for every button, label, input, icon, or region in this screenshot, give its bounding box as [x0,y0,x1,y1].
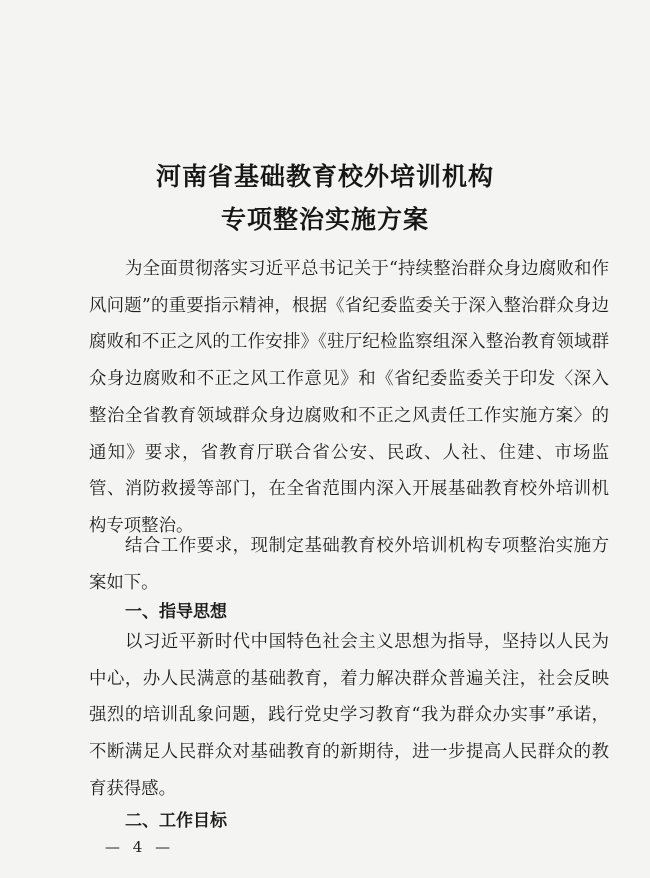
body-paragraph-2: 结合工作要求，现制定基础教育校外培训机构专项整治实施方案如下。 [89,536,609,593]
section-heading-work-goals: 二、工作目标 [125,811,227,831]
page-number: — 4 — [105,838,175,856]
document-title-line-1: 河南省基础教育校外培训机构 [155,162,494,191]
body-paragraph-1: 为全面贯彻落实习近平总书记关于“持续整治群众身边腐败和作风问题”的重要指示精神，根据《省纪委监委关于深入整治群众身边腐败和不正之风的工作安排》《驻厅纪检监察组深入整治教育领域群众身边腐败和不正之风工作意见》和《省纪委监委关于印发〈深入整治全省教育领域群众身边腐败和不正之风责任工作实施方案〉的通知》要求，省教育厅联合省公安、民政、人社、住建、市场监管、消防救援等部门，在全省范围内深入开展基础教育校外培训机构专项整治。 [89,259,609,536]
body-paragraph-3: 以习近平新时代中国特色社会主义思想为指导，坚持以人民为中心，办人民满意的基础教育，着力解决群众普遍关注，社会反映强烈的培训乱象问题，践行党史学习教育“我为群众办实事”承诺，不断满足人民群众对基础教育的新期待，进一步提高人民群众的教育获得感。 [89,632,609,799]
document-title-line-2: 专项整治实施方案 [220,205,429,234]
section-heading-guiding-ideology: 一、指导思想 [125,602,227,622]
